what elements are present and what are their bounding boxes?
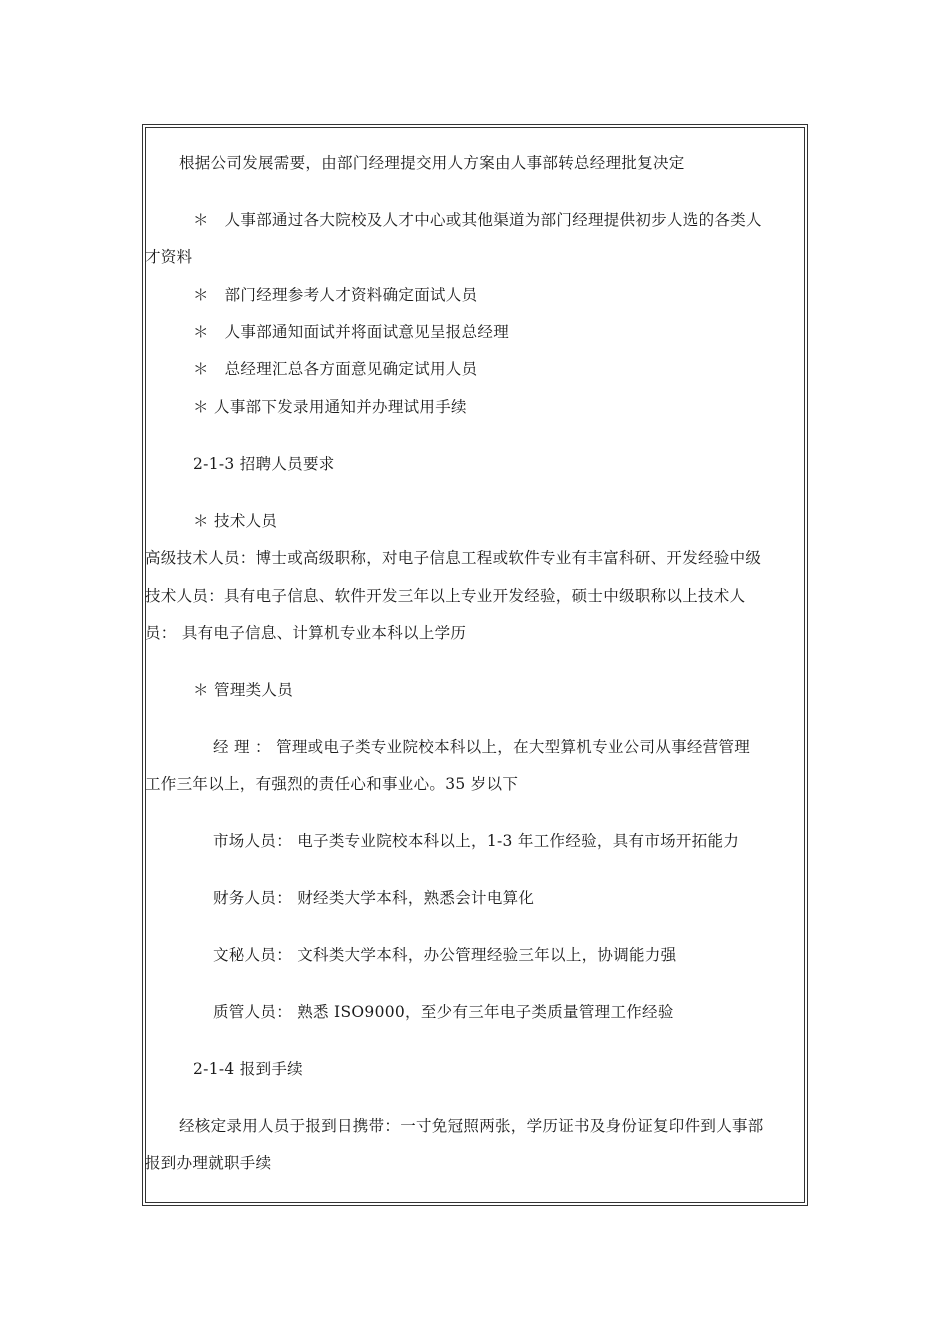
bullet-tech-staff: ＊ 技术人员 <box>193 512 278 530</box>
market-staff-requirement: 市场人员： 电子类专业院校本科以上，1-3 年工作经验，具有市场开拓能力 <box>213 832 740 850</box>
tech-staff-line-2: 技术人员：具有电子信息、软件开发三年以上专业开发经验，硕士中级职称以上技术人 <box>145 587 746 605</box>
paragraph-intro: 根据公司发展需要，由部门经理提交用人方案由人事部转总经理批复决定 <box>179 154 685 172</box>
bullet-gm-summary: ＊ 总经理汇总各方面意见确定试用人员 <box>193 360 478 378</box>
bullet-interview-notice: ＊ 人事部通知面试并将面试意见呈报总经理 <box>193 323 510 341</box>
bullet-dept-manager: ＊ 部门经理参考人才资料确定面试人员 <box>193 286 478 304</box>
finance-staff-requirement: 财务人员： 财经类大学本科，熟悉会计电算化 <box>213 889 535 907</box>
tech-staff-line-3: 员： 具有电子信息、计算机专业本科以上学历 <box>145 624 467 642</box>
bullet-hr-channels-cont: 才资料 <box>145 248 193 266</box>
tech-staff-line-1: 高级技术人员：博士或高级职称，对电子信息工程或软件专业有丰富科研、开发经验中级 <box>145 549 762 567</box>
manager-requirement-cont: 工作三年以上，有强烈的责任心和事业心。35 岁以下 <box>145 775 519 793</box>
manager-requirement: 经 理 ： 管理或电子类专业院校本科以上，在大型算机专业公司从事经营管理 <box>213 738 751 756</box>
section-heading-2-1-4: 2-1-4 报到手续 <box>193 1060 303 1078</box>
bullet-management-staff: ＊ 管理类人员 <box>193 681 294 699</box>
secretary-requirement: 文秘人员： 文科类大学本科，办公管理经验三年以上，协调能力强 <box>213 946 677 964</box>
section-heading-2-1-3: 2-1-3 招聘人员要求 <box>193 455 335 473</box>
report-procedure-cont: 报到办理就职手续 <box>145 1154 272 1172</box>
report-procedure: 经核定录用人员于报到日携带：一寸免冠照两张，学历证书及身份证复印件到人事部 <box>179 1117 764 1135</box>
bullet-hr-channels: ＊ 人事部通过各大院校及人才中心或其他渠道为部门经理提供初步人选的各类人 <box>193 211 762 229</box>
qa-staff-requirement: 质管人员： 熟悉 ISO9000，至少有三年电子类质量管理工作经验 <box>213 1003 674 1021</box>
bullet-hire-notice: ＊ 人事部下发录用通知并办理试用手续 <box>193 398 467 416</box>
